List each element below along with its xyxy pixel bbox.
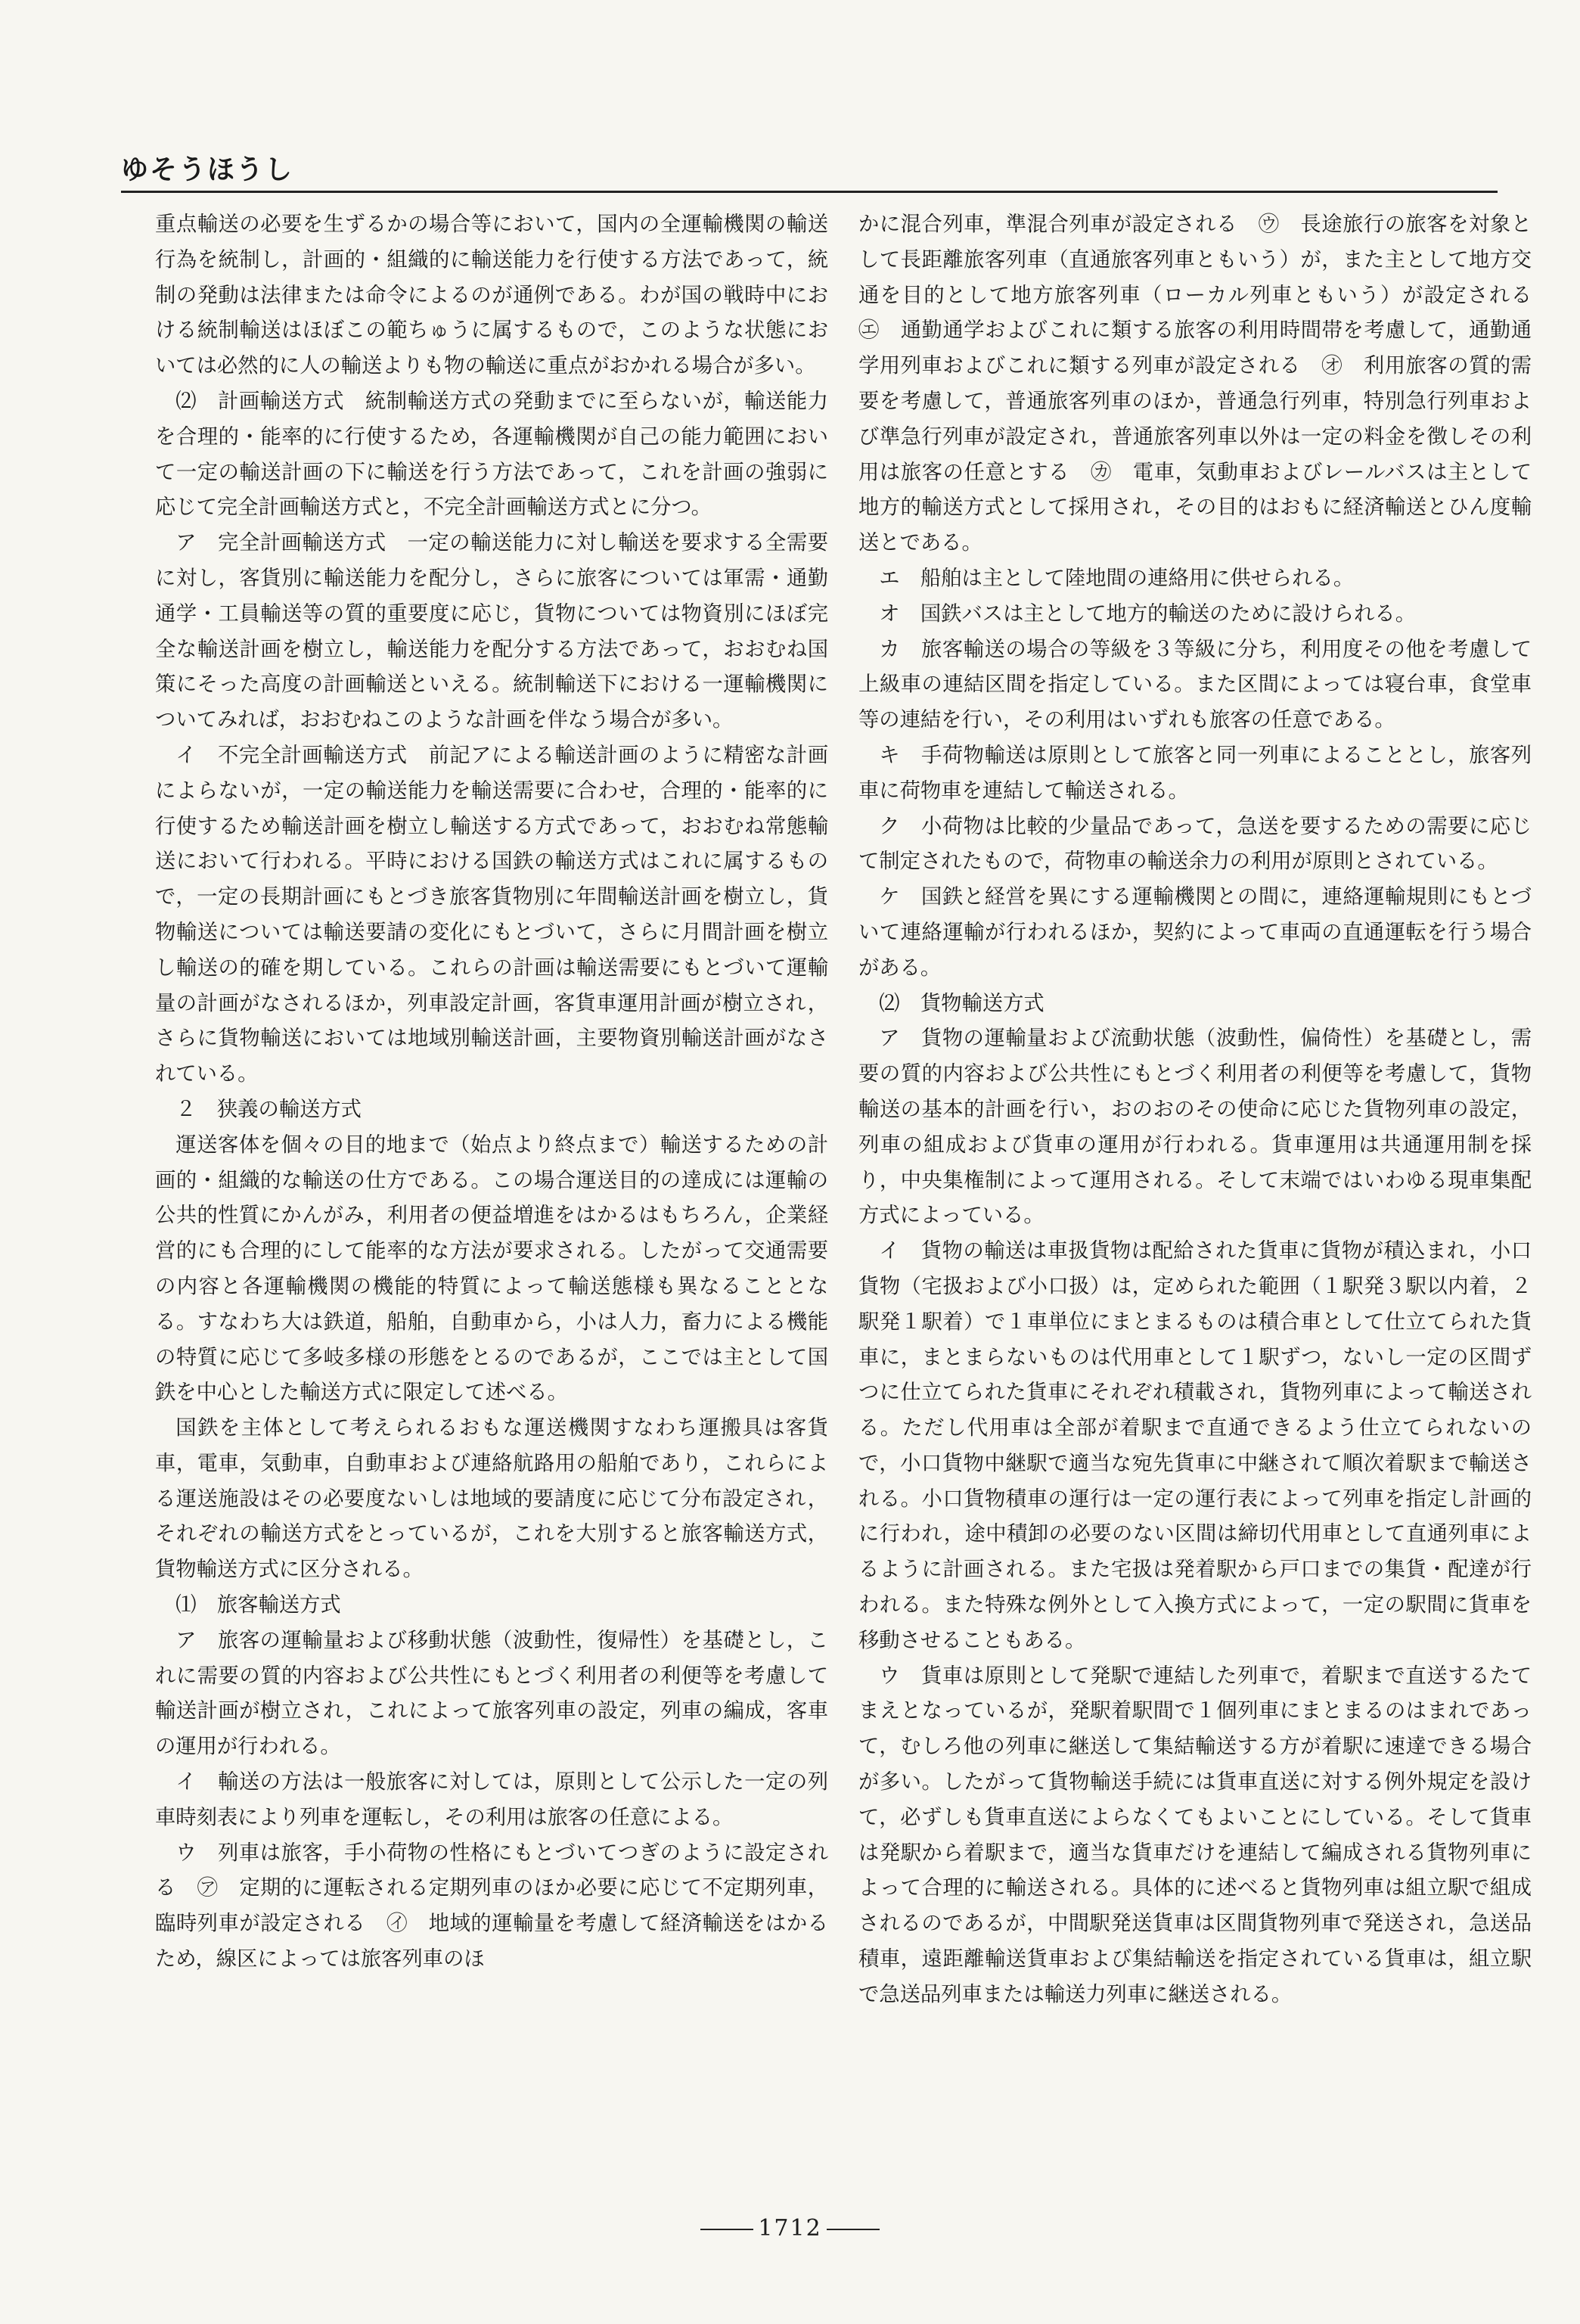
page-footer [0, 2215, 1580, 2242]
paragraph: イ 不完全計画輸送方式 前記アによる輸送計画のように精密な計画によらないが，一定の輸送能力を輸送需要に合わせ，合理的・能率的に行使するため輸送計画を樹立し輸送する方式であって，おおむね常態輸送において行われる。平時における国鉄の輸送方式はこれに属するもので，一定の長期計画にもとづき旅客貨物別に年間輸送計画を樹立し，貨物輸送については輸送要請の変化にもとづいて，さらに月間計画を樹立し輸送の的確を期している。これらの計画は輸送需要にもとづいて運輸量の計画がなされるほか，列車設定計画，客貨車運用計画が樹立され，さらに貨物輸送においては地域別輸送計画，主要物資別輸送計画がなされている。 [155, 743, 828, 1086]
paragraph: イ 輸送の方法は一般旅客に対しては，原則として公示した一定の列車時刻表により列車を運転し，その利用は旅客の任意による。 [155, 1770, 828, 1829]
section-heading: ２ 狭義の輸送方式 [175, 1097, 362, 1121]
left-column [155, 207, 828, 2204]
footer-dash-right [827, 2229, 880, 2230]
running-header: ゆそうほうし [121, 154, 294, 185]
footer-dash-left [700, 2229, 753, 2230]
paragraph: イ 貨物の輸送は車扱貨物は配給された貨車に貨物が積込まれ，小口貨物（宅扱および小口扱）は，定められた範囲（１駅発３駅以内着，２駅発１駅着）で１車単位にまとまるものは積合車として仕立てられた貨車に，まとまらないものは代用車として１駅ずつ，ないし一定の区間ずつに仕立てられた貨車にそれぞれ積載され，貨物列車によって輸送される。ただし代用車は全部が着駅まで直通できるよう仕立てられないので，小口貨物中継駅で適当な宛先貨車に中継されて順次着駅まで輸送される。小口貨物積車の運行は一定の運行表によって列車を指定し計画的に行われ，途中積卸の必要のない区間は締切代用車として直通列車によるように計画される。また宅扱は発着駅から戸口までの集貨・配達が行われる。また特殊な例外として入換方式によって，一定の駅間に貨車を移動させることもある。 [858, 1239, 1532, 1652]
paragraph: ア 旅客の運輸量および移動状態（波動性，復帰性）を基礎とし，これに需要の質的内容および公共性にもとづく利用者の利便等を考慮して輸送計画が樹立され，これによって旅客列車の設定，列車の編成，客車の運用が行われる。 [155, 1628, 828, 1759]
paragraph: エ 船舶は主として陸地間の連絡用に供せられる。 [879, 566, 1355, 590]
paragraph: ウ 列車は旅客，手小荷物の性格にもとづいてつぎのように設定される ㋐ 定期的に運転される定期列車のほか必要に応じて不定期列車，臨時列車が設定される ㋑ 地域的運輸量を考慮して経済輸送をはかるため，線区によっては旅客列車のほ [155, 1841, 828, 1971]
right-column [858, 207, 1553, 2204]
paragraph: かに混合列車，準混合列車が設定される ㋒ 長途旅行の旅客を対象として長距離旅客列車（直通旅客列車ともいう）が，また主として地方交通を目的として地方旅客列車（ローカル列車ともいう）が設定される ㋓ 通勤通学およびこれに類する旅客の利用時間帯を考慮して，通勤通学用列車およびこれに類する列車が設定される ㋔ 利用旅客の質的需要を考慮して，普通旅客列車のほか，普通急行列車，特別急行列車および準急行列車が設定され，普通旅客列車以外は一定の料金を徴しその利用は旅客の任意とする ㋕ 電車，気動車およびレールバスは主として地方的輸送方式として採用され，その目的はおもに経済輸送とひん度輸送とである。 [858, 213, 1553, 555]
subsection-heading: ⑴ 旅客輸送方式 [175, 1593, 341, 1617]
subsection-heading: ⑵ 貨物輸送方式 [879, 991, 1045, 1015]
header-rule [121, 191, 1498, 193]
paragraph: ⑵ 計画輸送方式 統制輸送方式の発動までに至らないが，輸送能力を合理的・能率的に行使するため，各運輸機関が自己の能力範囲において一定の輸送計画の下に輸送を行う方法であって，これを計画の強弱に応じて完全計画輸送方式と，不完全計画輸送方式とに分つ。 [155, 389, 828, 520]
paragraph: ウ 貨車は原則として発駅で連結した列車で，着駅まで直送するたてまえとなっているが，発駅着駅間で１個列車にまとまるのはまれであって，むしろ他の列車に継送して集結輸送する方が着駅に速達できる場合が多い。したがって貨物輸送手続には貨車直送に対する例外規定を設けて，必ずしも貨車直送によらなくてもよいことにしている。そして貨車は発駅から着駅まで，適当な貨車だけを連結して編成される貨物列車によって合理的に輸送される。具体的に述べると貨物列車は組立駅で組成されるのであるが，中間駅発送貨車は区間貨物列車で発送され，急送品積車，遠距離輸送貨車および集結輸送を指定されている貨車は，組立駅で急送品列車または輸送力列車に継送される。 [858, 1664, 1532, 2006]
paragraph: ア 完全計画輸送方式 一定の輸送能力に対し輸送を要求する全需要に対し，客貨別に輸送能力を配分し，さらに旅客については軍需・通勤通学・工員輸送等の質的重要度に応じ，貨物については物資別にほぼ完全な輸送計画を樹立し，輸送能力を配分する方法であって，おおむね国策にそった高度の計画輸送といえる。統制輸送下における一運輸機関についてみれば，おおむねこのような計画を伴なう場合が多い。 [155, 531, 828, 732]
paragraph: カ 旅客輸送の場合の等級を３等級に分ち，利用度その他を考慮して上級車の連結区間を指定している。また区間によっては寝台車，食堂車等の連結を行い，その利用はいずれも旅客の任意である。 [858, 637, 1532, 732]
paragraph: オ 国鉄バスは主として地方的輸送のために設けられる。 [879, 601, 1417, 626]
paragraph: 運送客体を個々の目的地まで（始点より終点まで）輸送するための計画的・組織的な輸送の仕方である。この場合運送目的の達成には運輸の公共的性質にかんがみ，利用者の便益増進をはかるはもちろん，企業経営的にも合理的にして能率的な方法が要求される。したがって交通需要の内容と各運輸機関の機能的特質によって輸送態様も異なることとなる。すなわち大は鉄道，船舶，自動車から，小は人力，畜力による機能の特質に応じて多岐多様の形態をとるのであるが，ここでは主として国鉄を中心とした輸送方式に限定して述べる。 [155, 1132, 828, 1405]
paragraph: 重点輸送の必要を生ずるかの場合等において，国内の全運輸機関の輸送行為を統制し，計画的・組織的に輸送能力を行使する方法であって，統制の発動は法律または命令によるのが通例である。わが国の戦時中における統制輸送はほぼこの範ちゅうに属するもので，このような状態においては必然的に人の輸送よりも物の輸送に重点がおかれる場合が多い。 [155, 213, 828, 378]
paragraph: キ 手荷物輸送は原則として旅客と同一列車によることとし，旅客列車に荷物車を連結して輸送される。 [858, 743, 1532, 803]
paragraph: 国鉄を主体として考えられるおもな運送機関すなわち運搬具は客貨車，電車，気動車，自動車および連絡航路用の船舶であり，これらによる運送施設はその必要度ないしは地域的要請度に応じて分布設定され，それぞれの輸送方式をとっているが，これを大別すると旅客輸送方式，貨物輸送方式に区分される。 [155, 1416, 828, 1582]
page-number: 1712 [758, 2215, 822, 2242]
paragraph: ケ 国鉄と経営を異にする運輸機関との間に，連絡運輸規則にもとづいて連絡運輸が行われるほか，契約によって車両の直通運転を行う場合がある。 [858, 885, 1532, 980]
paragraph: ア 貨物の運輸量および流動状態（波動性，偏倚性）を基礎とし，需要の質的内容および公共性にもとづく利用者の利便等を考慮して，貨物輸送の基本的計画を行い，おのおのその使命に応じた貨物列車の設定，列車の組成および貨車の運用が行われる。貨車運用は共通運用制を採り，中央集権制によって運用される。そして末端ではいわゆる現車集配方式によっている。 [858, 1027, 1532, 1228]
paragraph: ク 小荷物は比較的少量品であって，急送を要するための需要に応じて制定されたもので，荷物車の輸送余力の利用が原則とされている。 [858, 814, 1532, 874]
